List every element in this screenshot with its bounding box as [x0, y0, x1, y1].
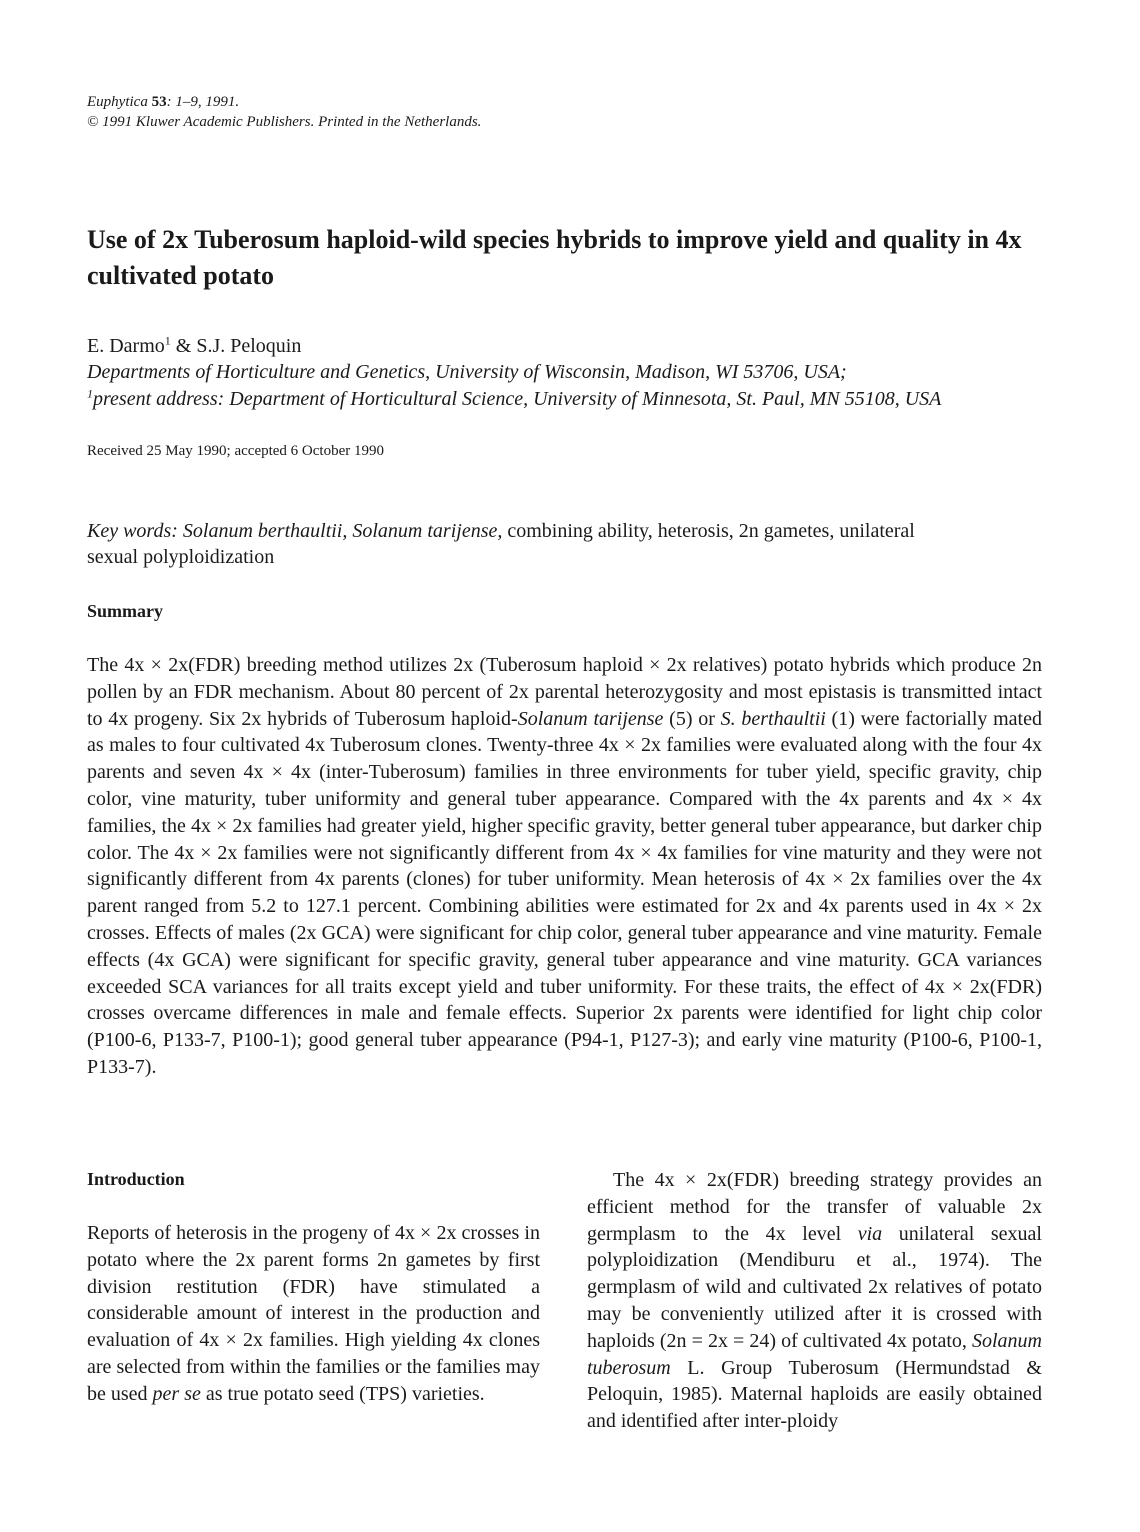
paper-title: Use of 2x Tuberosum haploid-wild species hybrids to improve yield and quality in 4x cultivated potato: [87, 225, 1022, 290]
author-2: S.J. Peloquin: [196, 335, 302, 357]
affiliation-present-address: [87, 386, 1087, 412]
intro-right-italic-2: Solanum tuberosum: [587, 1329, 1042, 1379]
received-dates: Received 25 May 1990; accepted 6 October 1990: [87, 443, 384, 459]
introduction-heading: Introduction: [87, 1169, 185, 1189]
keywords-label: Key words:: [87, 520, 178, 542]
affiliation-primary: Departments of Horticulture and Genetics, University of Wisconsin, Madison, WI 53706, USA;: [87, 361, 847, 383]
author-separator: &: [170, 335, 197, 357]
intro-right-text-2: unilateral sexual polyploidization (Mendiburu et al., 1974). The germplasm of wild and cultivated 2x relatives of potato may be conveniently utilized after it is crossed with haploids (2n = 2x = 24) of cultivated 4x potato,: [587, 1222, 1042, 1352]
introduction-left-column: [87, 1220, 540, 1408]
summary-heading: Summary: [87, 601, 163, 621]
keywords-rest: combining ability, heterosis, 2n gametes, unilateral sexual polyploidization: [87, 520, 915, 568]
author-1-footnote-mark: 1: [164, 333, 171, 348]
keywords: [87, 518, 967, 570]
journal-pages-year: : 1–9, 1991.: [166, 94, 240, 110]
keywords-species: Solanum berthaultii, Solanum tarijense,: [182, 520, 503, 542]
journal-reference: [87, 92, 481, 112]
summary-italic-species-2: S. berthaultii: [720, 707, 826, 730]
summary-text-2: (5) or: [663, 707, 721, 730]
summary-text-1: The 4x × 2x(FDR) breeding method utilizes 2x (Tuberosum haploid × 2x relatives) potato hybrids which produce 2n pollen by an FDR mechanism. About 80 percent of 2x parental heterozygosity and most epistasis is transmitted intact to 4x progeny. Six 2x hybrids of Tuberosum haploid-: [87, 654, 1042, 730]
copyright-line: © 1991 Kluwer Academic Publishers. Printed in the Netherlands.: [87, 114, 482, 130]
intro-left-text-2: as true potato seed (TPS) varieties.: [200, 1382, 485, 1405]
introduction-right-column: [587, 1167, 1042, 1435]
affiliation-footnote-mark: 1: [87, 386, 93, 401]
author-1: E. Darmo: [87, 335, 165, 357]
summary-italic-species-1: Solanum tarijense: [517, 707, 664, 730]
summary-paragraph: [87, 652, 1042, 1081]
intro-right-text-3: L. Group Tuberosum (Hermundstad & Peloquin, 1985). Maternal haploids are easily obtained and identified after inter-ploidy: [587, 1356, 1042, 1433]
intro-left-text-1: Reports of heterosis in the progeny of 4x × 2x crosses in potato where the 2x parent forms 2n gametes by first division restitution (FDR) have stimulated a considerable amount of interest in the production and evaluation of 4x × 2x families. High yielding 4x clones are selected from within the families or the families may be used: [87, 1222, 540, 1405]
author-list: [87, 333, 301, 359]
affiliation-present-address-text: present address: Department of Horticultural Science, University of Minnesota, St. Paul, MN 55108, USA: [93, 388, 942, 410]
journal-name: Euphytica: [87, 94, 148, 110]
intro-right-text-1: The 4x × 2x(FDR) breeding strategy provides an efficient method for the transfer of valuable 2x germplasm to the 4x level: [587, 1169, 1042, 1245]
summary-text-3: (1) were factorially mated as males to four cultivated 4x Tuberosum clones. Twenty-three 4x × 2x families were evaluated along with the four 4x parents and seven 4x × 4x (inter-Tuberosum) families in three environments for tuber yield, specific gravity, chip color, vine maturity, tuber uniformity and general tuber appearance. Compared with the 4x parents and 4x × 4x families, the 4x × 2x families had greater yield, higher specific gravity, better general tuber appearance, but darker chip color. The 4x × 2x families were not significantly different from 4x × 4x families for vine maturity and they were not significantly different from 4x parents (clones) for tuber uniformity. Mean heterosis of 4x × 2x families over the 4x parent ranged from 5.2 to 127.1 percent. Combining abilities were estimated for 2x and 4x parents used in 4x × 2x crosses. Effects of males (2x GCA) were significant for chip color, general tuber appearance and vine maturity. Female effects (4x GCA) were significant for specific gravity, general tuber appearance and vine maturity. GCA variances exceeded SCA variances for all traits except yield and tuber uniformity. For these traits, the effect of 4x × 2x(FDR) crosses overcame differences in male and female effects. Superior 2x parents were identified for light chip color (P100-6, P133-7, P100-1); good general tuber appearance (P94-1, P127-3); and early vine maturity (P100-6, P100-1, P133-7).: [87, 707, 1042, 1078]
intro-right-italic-1: via: [857, 1222, 883, 1245]
journal-citation: [87, 92, 481, 132]
intro-left-italic: per se: [152, 1382, 201, 1405]
journal-volume: 53: [151, 94, 167, 110]
